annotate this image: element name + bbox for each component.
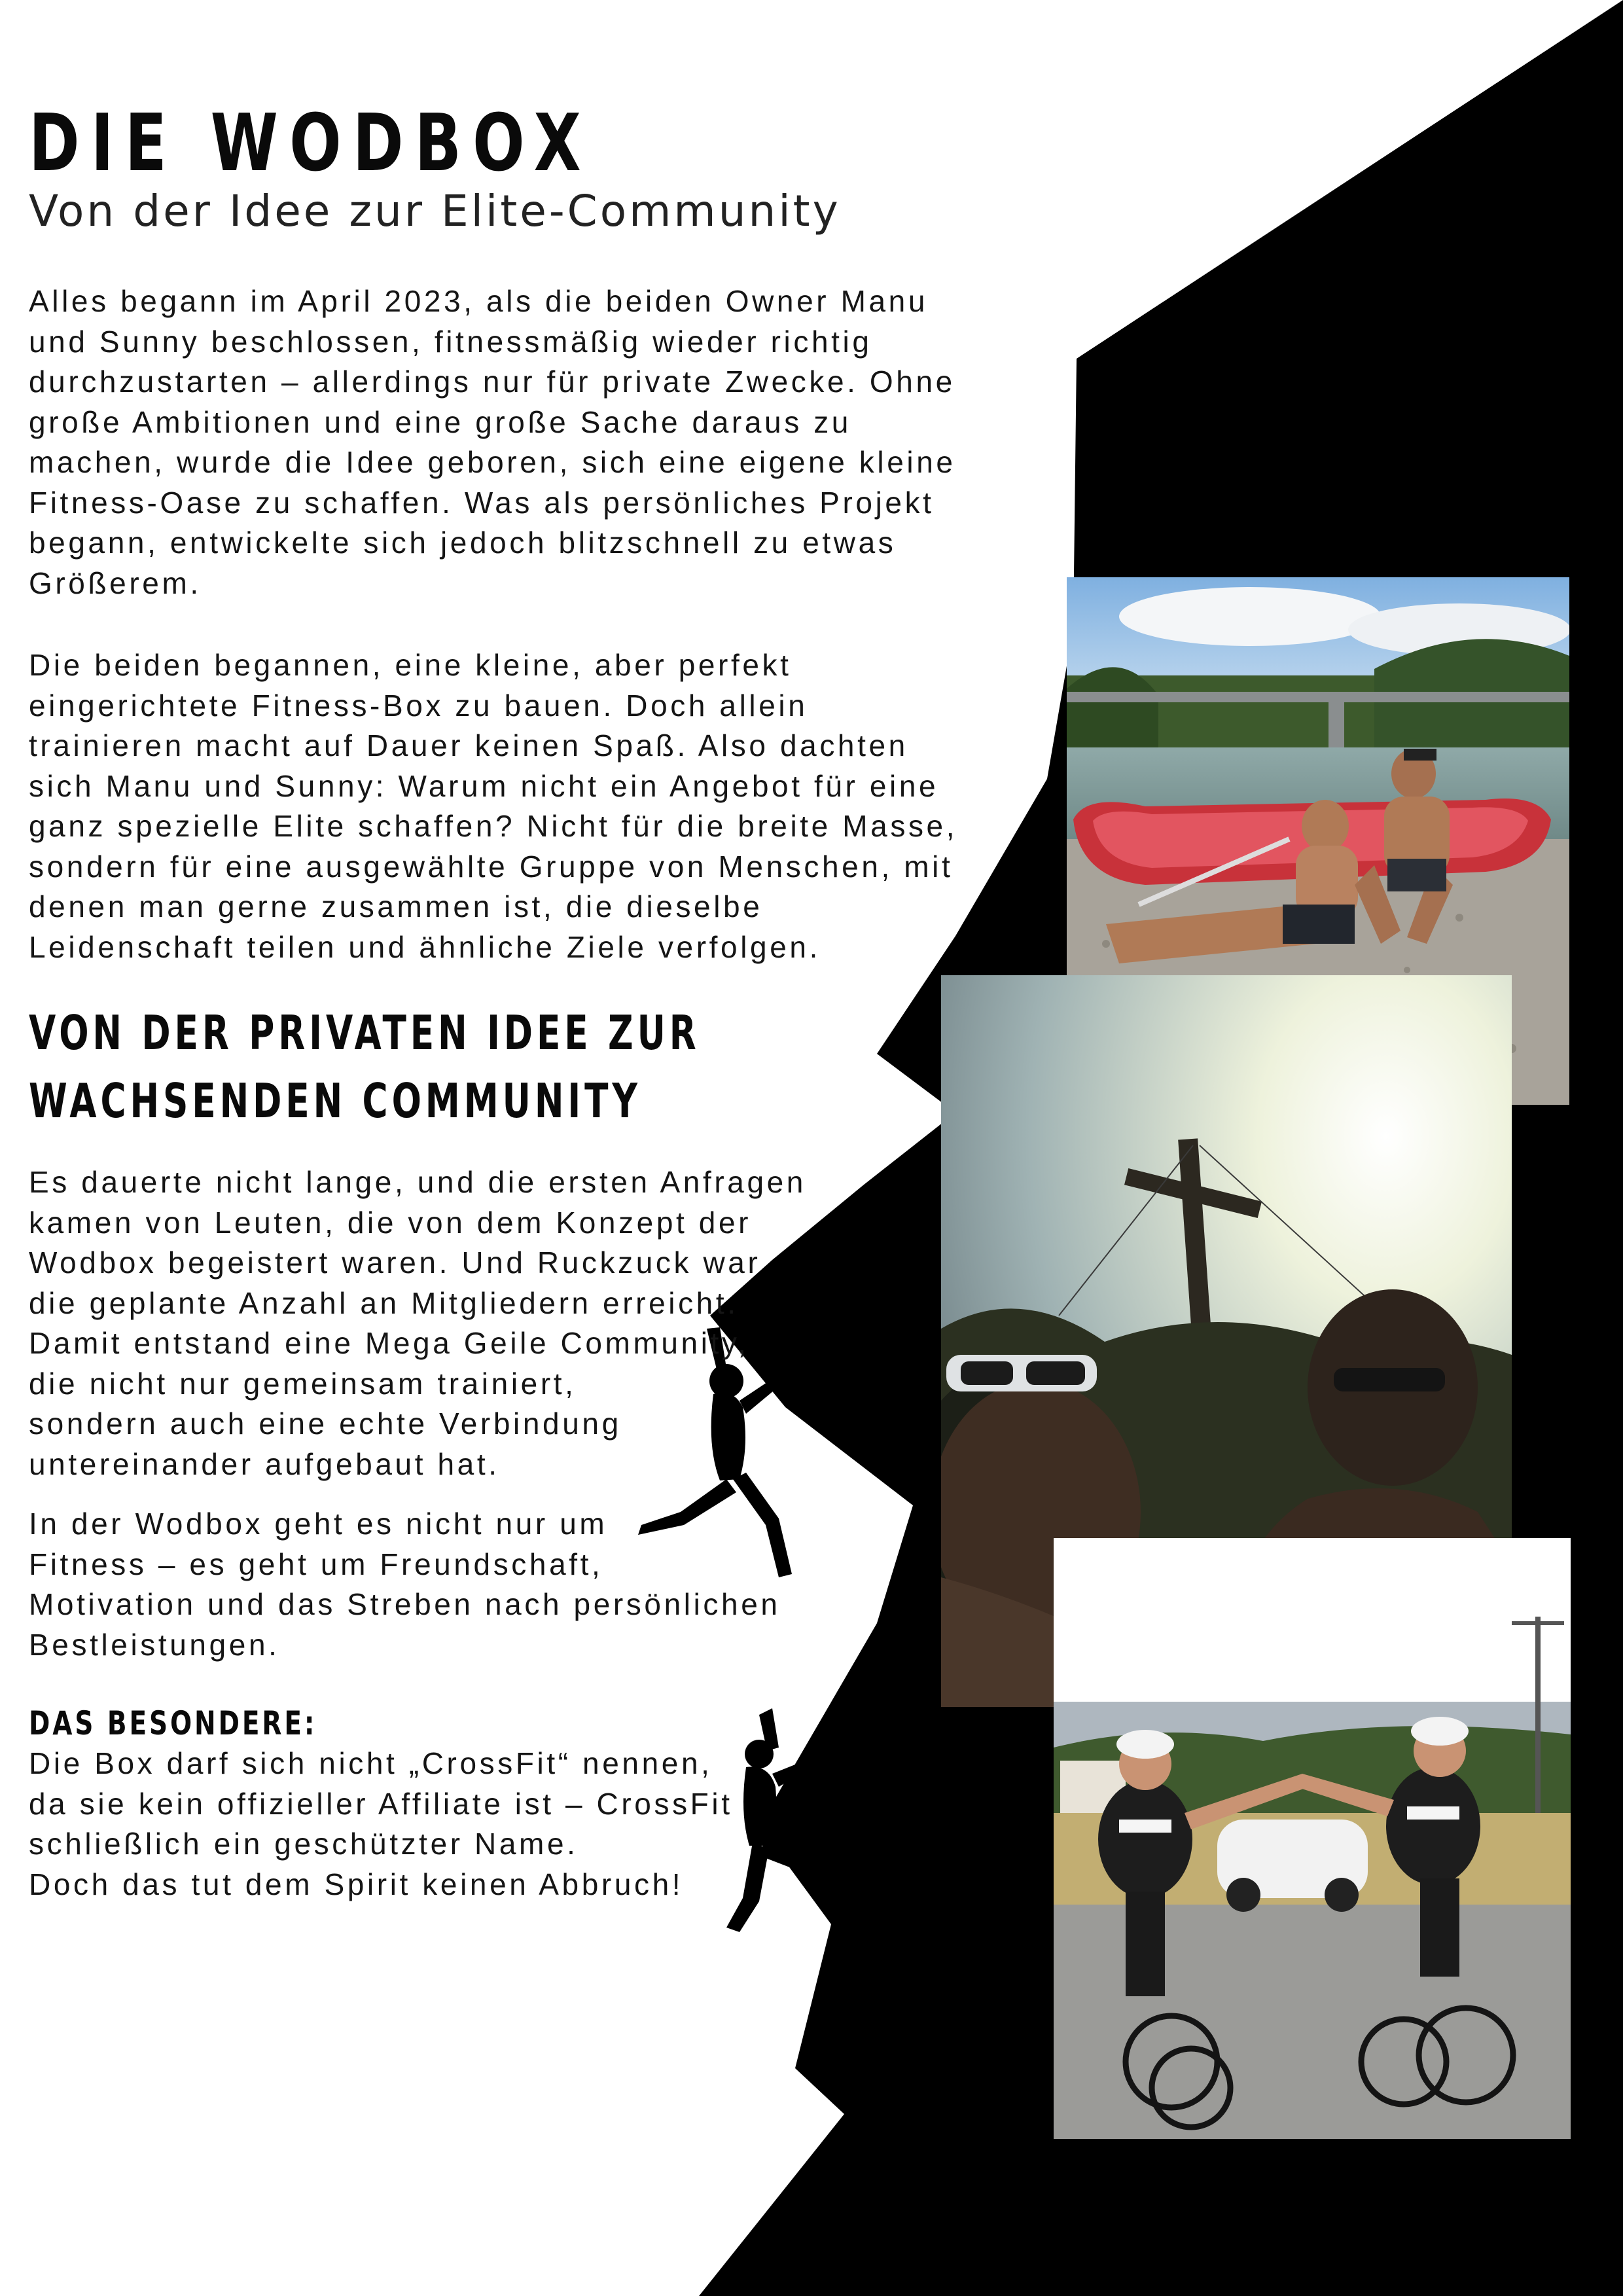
- section-heading-special: DAS BESONDERE:: [29, 1704, 317, 1742]
- page-subtitle: Von der Idee zur Elite-Community: [29, 186, 841, 236]
- friendship-paragraph: In der Wodbox geht es nicht nur um Fitness – es geht um Freundschaft, Motivation und das Streben nach persönlichen Bestleistungen.: [29, 1507, 781, 1662]
- intro-paragraph: Alles begann im April 2023, als die beiden Owner Manu und Sunny beschlossen, fitnessmäßig wieder richtig durchzustarten – allerdings nur für private Zwecke. Ohne große Ambitionen und eine große Sache daraus zu machen, wurde die Idee geboren, sich eine eigene kleine Fitness-Oase zu schaffen. Was als persönliches Projekt begann, entwickelte sich jedoch blitzschnell zu etwas Größerem.: [29, 284, 956, 600]
- section-heading-community: VON DER PRIVATEN IDEE ZUR WACHSENDEN COMMUNITY: [29, 1005, 700, 1128]
- page-title: DIE WODBOX: [29, 98, 592, 189]
- crossfit-note-paragraph: Die Box darf sich nicht „CrossFit“ nennen, da sie kein offizieller Affiliate ist – CrossFit schließlich ein geschützter Name. Doch das tut dem Spirit keinen Abbruch!: [29, 1746, 733, 1901]
- community-paragraph: Es dauerte nicht lange, und die ersten Anfragen kamen von Leuten, die von dem Konzept der Wodbox begeistert waren. Und Ruckzuck war die geplante Anzahl an Mitgliedern erreicht. Damit entstand eine Mega Geile Community, die nicht nur gemeinsam trainiert, sondern auch eine echte Verbindung untereinander aufgebaut hat.: [29, 1165, 806, 1481]
- build-paragraph: Die beiden begannen, eine kleine, aber perfekt eingerichtete Fitness-Box zu bauen. Doch allein trainieren macht auf Dauer keinen Spaß. Also dachten sich Manu und Sunny: Warum nicht ein Angebot für eine ganz spezielle Elite schaffen? Nicht für die breite Masse, sondern für eine ausgewählte Gruppe von Menschen, mit denen man gerne zusammen ist, die dieselbe Leidenschaft teilen und ähnliche Ziele verfolgen.: [29, 648, 958, 964]
- cycling-race-photo: [1054, 1538, 1571, 2139]
